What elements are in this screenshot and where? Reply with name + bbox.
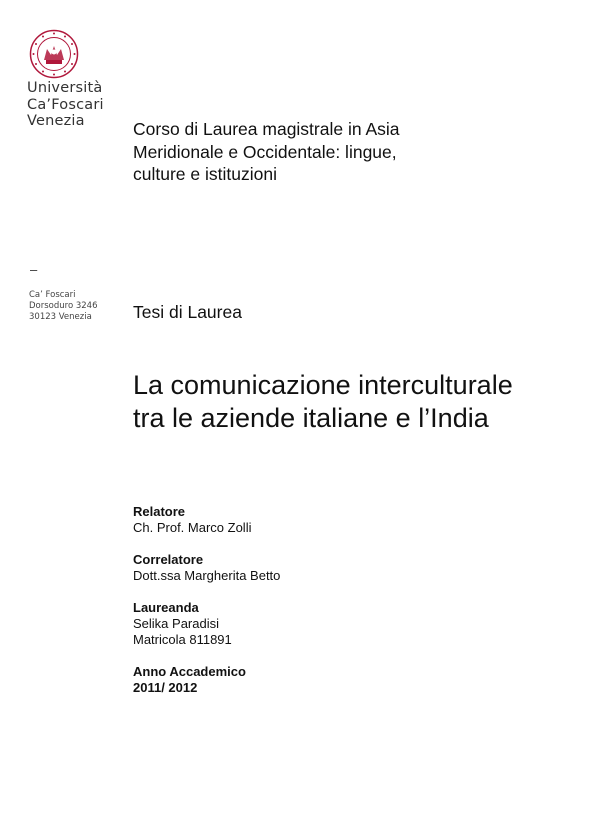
laureanda-matricola: Matricola 811891: [133, 632, 232, 647]
university-address: [29, 290, 98, 323]
university-name-line: Ca’Foscari: [27, 96, 104, 113]
thesis-type: Tesi di Laurea: [133, 302, 242, 322]
correlatore-value: Dott.ssa Margherita Betto: [133, 568, 281, 583]
separator-dash: –: [30, 262, 38, 277]
correlatore-label: Correlatore: [133, 552, 204, 567]
address-line: 30123 Venezia: [29, 312, 92, 322]
laureanda-name: Selika Paradisi: [133, 616, 219, 631]
university-name-line: Università: [27, 80, 103, 96]
thesis-title-line: La comunicazione interculturale: [133, 370, 513, 400]
anno-value: 2011/ 2012: [133, 680, 198, 695]
university-name-line: Venezia: [27, 113, 85, 129]
correlatore-block: [133, 552, 533, 584]
laureanda-label: Laureanda: [133, 600, 199, 615]
address-line: Ca’ Foscari: [29, 290, 76, 300]
university-name: [27, 80, 104, 130]
thesis-title-line: tra le aziende italiane e l’India: [133, 403, 489, 433]
anno-label: Anno Accademico: [133, 664, 246, 679]
thesis-metadata: [133, 504, 533, 712]
relatore-value: Ch. Prof. Marco Zolli: [133, 520, 252, 535]
university-seal-logo: [29, 29, 79, 79]
course-line: culture e istituzioni: [133, 164, 277, 184]
degree-course: [133, 118, 573, 186]
relatore-block: [133, 504, 533, 536]
laureanda-block: [133, 600, 533, 648]
address-line: Dorsoduro 3246: [29, 301, 98, 311]
thesis-title: [133, 369, 563, 435]
course-line: Corso di Laurea magistrale in Asia: [133, 119, 400, 139]
anno-block: [133, 664, 533, 696]
relatore-label: Relatore: [133, 504, 186, 519]
course-line: Meridionale e Occidentale: lingue,: [133, 141, 397, 162]
